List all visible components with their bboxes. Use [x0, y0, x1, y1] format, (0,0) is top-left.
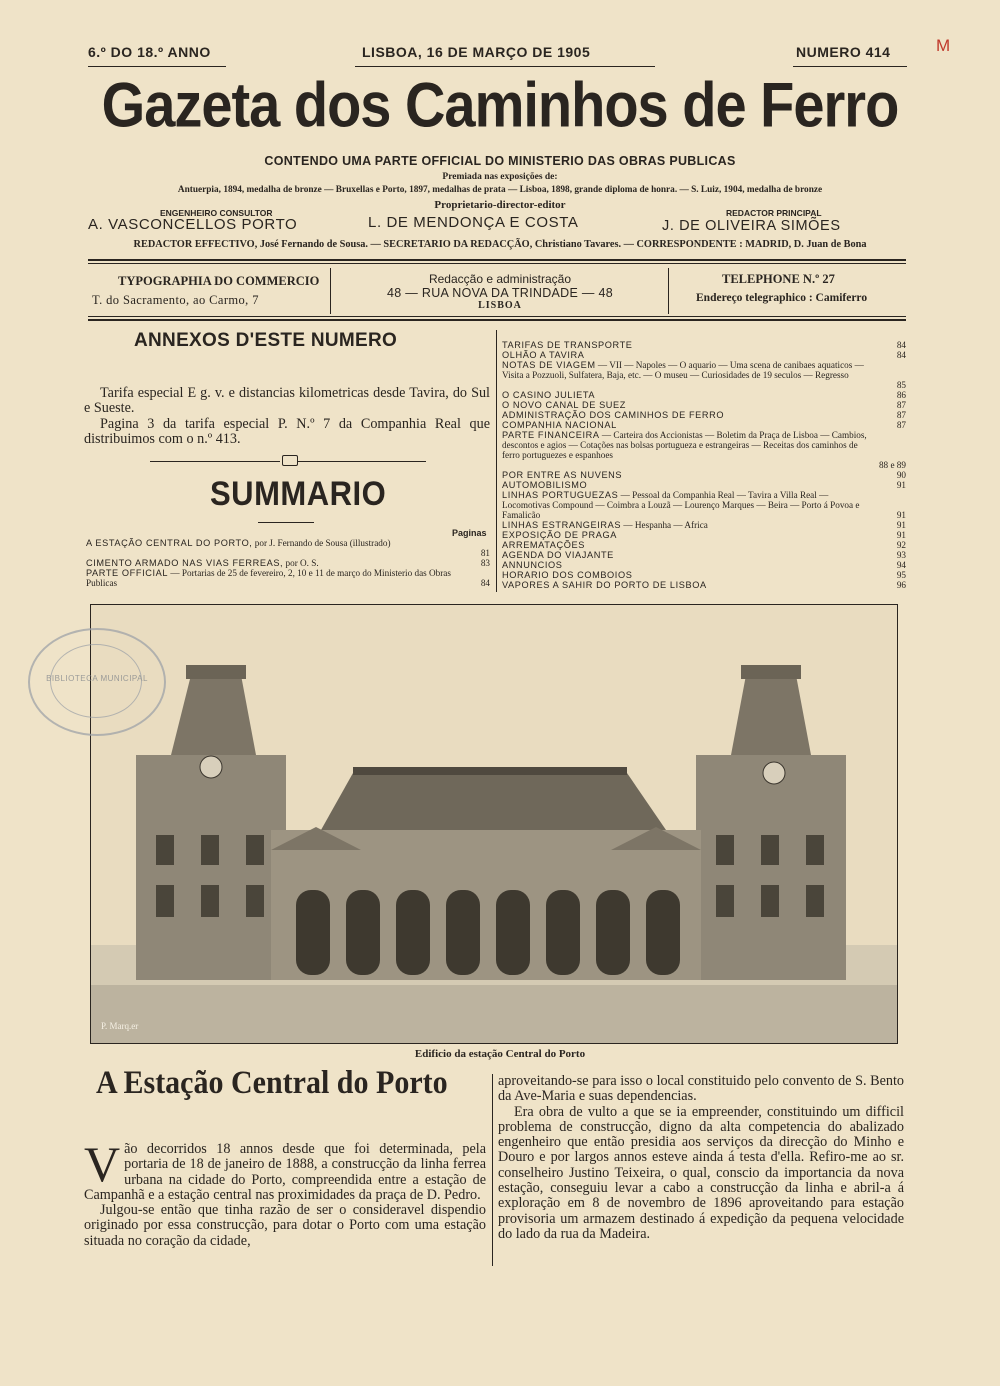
- article-column-1: [84, 1136, 486, 1249]
- toc-item-label: EXPOSIÇÃO DE PRAGA: [502, 530, 617, 540]
- toc-item-page: 87: [896, 420, 906, 430]
- divider: [258, 522, 314, 523]
- toc-item-page: 91: [896, 510, 906, 520]
- article-title: A Estação Central do Porto: [96, 1064, 448, 1101]
- toc-item[interactable]: [502, 430, 906, 470]
- redactor-name: J. DE OLIVEIRA SIMÕES: [662, 218, 841, 234]
- toc-item-page: 87: [896, 410, 906, 420]
- annexos-heading: ANNEXOS D'ESTE NUMERO: [134, 330, 398, 351]
- toc-item-label: OLHÃO A TAVIRA: [502, 350, 585, 360]
- staff-line: REDACTOR EFFECTIVO, José Fernando de Sousa. — SECRETARIO DA REDACÇÃO, Christiano Tavares. — CORRESPONDENTE : MADRID, D. Juan de Bona: [133, 239, 867, 250]
- toc-item-page: 88 e 89: [878, 460, 906, 470]
- toc-item[interactable]: [502, 580, 906, 590]
- medals-line: Antuerpia, 1894, medalha de bronze — Bruxellas e Porto, 1897, medalhas de prata — Lisboa, 1898, grande diploma de honra. — S. Luiz, 1904, medalha de bronze: [177, 185, 823, 195]
- toc-item[interactable]: [502, 560, 906, 570]
- redaccao-title: Redacção e administração: [428, 272, 572, 286]
- newspaper-title: Gazeta dos Caminhos de Ferro: [101, 69, 899, 140]
- annexos-paragraph: Tarifa especial E g. v. e distancias kilometricas desde Tavira, do Sul e Sueste.: [84, 385, 490, 417]
- telegraph-address: Endereço telegraphico : Camiferro: [696, 292, 868, 304]
- summary-item-page: 83: [480, 558, 490, 568]
- stamp-text: BIBLIOTECA MUNICIPAL: [46, 674, 148, 683]
- telephone: TELEPHONE N.º 27: [722, 272, 835, 286]
- article-paragraph: ão decorridos 18 annos desde que foi determinada, pela portaria de 18 de janeiro de 1888, a construcção da linha ferrea urbana na cidade do Porto, compreendida entre a estação de Campanhã e a estação central nas proximidades da praça de D. Pedro.: [84, 1141, 486, 1203]
- divider: [668, 268, 669, 314]
- summary-item[interactable]: [86, 538, 490, 558]
- toc-item-text: — Pessoal da Companhia Real — Tavira a Villa Real — Locomotivas Compound — Coimbra a Louzã — Lourenço Marques — Beira — Porto á Povoa e Famalicão: [502, 490, 860, 520]
- redaccao-address: 48 — RUA NOVA DA TRINDADE — 48: [387, 286, 613, 300]
- toc-item-label: COMPANHIA NACIONAL: [502, 420, 617, 430]
- divider: [88, 66, 226, 67]
- figure-frame: [90, 604, 898, 1044]
- toc-item[interactable]: [502, 340, 906, 350]
- toc-item-page: 86: [896, 390, 906, 400]
- engenheiro-name: A. VASCONCELLOS PORTO: [88, 216, 298, 233]
- drop-cap: V: [84, 1136, 121, 1192]
- column-divider: [496, 330, 497, 592]
- redaccao-city: LISBOA: [478, 300, 522, 311]
- figure-caption: Edificio da estação Central do Porto: [414, 1048, 586, 1060]
- rule: [88, 319, 906, 321]
- engenheiro-label: ENGENHEIRO CONSULTOR: [160, 208, 273, 218]
- toc-item-page: 92: [896, 540, 906, 550]
- toc-item-page: 93: [896, 550, 906, 560]
- library-stamp: [28, 628, 166, 736]
- station-illustration: [91, 605, 897, 1043]
- toc-item-label: NOTAS DE VIAGEM: [502, 360, 596, 370]
- divider: [793, 66, 907, 67]
- toc-item[interactable]: [502, 420, 906, 430]
- toc-item[interactable]: [502, 480, 906, 490]
- summary-item-label: A ESTAÇÃO CENTRAL DO PORTO,: [86, 538, 253, 548]
- toc-item-label: LINHAS ESTRANGEIRAS: [502, 520, 622, 530]
- article-column-2: [498, 1074, 904, 1242]
- typography-title: TYPOGRAPHIA DO COMMERCIO: [118, 274, 320, 288]
- summary-item-text: por O. S.: [283, 558, 319, 568]
- toc-item-label: ARREMATAÇÕES: [502, 540, 585, 550]
- annexos-text: [84, 386, 490, 447]
- toc-item-page: 91: [896, 480, 906, 490]
- ornament-rule: [298, 461, 426, 462]
- toc-item-page: 90: [896, 470, 906, 480]
- toc-item-page: 87: [896, 400, 906, 410]
- toc-item-label: LINHAS PORTUGUEZAS: [502, 490, 619, 500]
- toc-item[interactable]: [502, 360, 906, 390]
- toc-item-label: VAPORES A SAHIR DO PORTO DE LISBOA: [502, 580, 707, 590]
- toc-item-label: AUTOMOBILISMO: [502, 480, 588, 490]
- article-paragraph: Era obra de vulto a que se ia empreender, constituindo um difficil problema de construcção, digno da alta competencia do abalizado engenheiro que então presidia aos serviços da direcção do Minho e Douro e por largos annos esteve ainda á testa d'ella. Refiro-me ao sr. conselheiro Justino Teixeira, o qual, conscio da importancia da nova estação, conseguiu levar a cabo a construcção da linha e abril-a á exploração em 8 de novembro de 1896 aproveitando para estação provisoria um armazem destinado á expedição da pequena velocidade do lado da rua da Madeira.: [498, 1103, 904, 1242]
- summary-item[interactable]: [86, 568, 490, 588]
- toc-item-label: PARTE FINANCEIRA: [502, 430, 600, 440]
- toc-item-page: 91: [896, 520, 906, 530]
- toc-item-page: 84: [896, 350, 906, 360]
- toc-item-label: TARIFAS DE TRANSPORTE: [502, 340, 633, 350]
- column-divider: [492, 1074, 493, 1266]
- summary-item-text: — Portarias de 25 de fevereiro, 2, 10 e 11 de março do Ministerio das Obras Publicas: [86, 568, 451, 588]
- toc-item-page: 95: [896, 570, 906, 580]
- corner-mark: M: [936, 36, 951, 55]
- rule: [88, 263, 906, 264]
- toc-item-label: HORARIO DOS COMBOIOS: [502, 570, 633, 580]
- toc-item-label: O CASINO JULIETA: [502, 390, 596, 400]
- toc-item[interactable]: [502, 570, 906, 580]
- toc-item[interactable]: [502, 470, 906, 480]
- paginas-label: Paginas: [452, 528, 487, 538]
- toc-item[interactable]: [502, 350, 906, 360]
- divider: [355, 66, 655, 67]
- toc-item[interactable]: [502, 540, 906, 550]
- divider: [330, 268, 331, 314]
- toc-item-page: 84: [896, 340, 906, 350]
- toc-item-page: 91: [896, 530, 906, 540]
- toc-item[interactable]: [502, 490, 906, 520]
- article-paragraph: aproveitando-se para isso o local constituido pelo convento de S. Bento da Ave-Maria e suas dependencias.: [498, 1073, 904, 1105]
- premiada-label: Premiada nas exposições de:: [442, 172, 558, 182]
- toc-item[interactable]: [502, 400, 906, 410]
- toc-item-text: — Carteira dos Accionistas — Boletim da Praça de Lisboa — Cambios, descontos e agios — Cotações nas bolsas portugueza e estrangeiras — Receitas dos caminhos de ferro portuguezes e espanhoes: [502, 430, 867, 460]
- illustrator-signature: P. Marq.er: [101, 1021, 139, 1031]
- summary-item-text: por J. Fernando de Sousa (illustrado): [252, 538, 391, 548]
- ornament-icon: [282, 455, 298, 466]
- toc-item-label: ANNUNCIOS: [502, 560, 563, 570]
- proprietario-label: Proprietario-director-editor: [434, 199, 566, 211]
- issue-label: 6.º DO 18.º ANNO: [88, 44, 211, 60]
- redactor-label: REDACTOR PRINCIPAL: [726, 208, 822, 218]
- summary-item-page: 81: [480, 548, 490, 558]
- toc-item[interactable]: [502, 410, 906, 420]
- typography-address: T. do Sacramento, ao Carmo, 7: [92, 293, 259, 307]
- toc-item-label: AGENDA DO VIAJANTE: [502, 550, 614, 560]
- toc-item-label: O NOVO CANAL DE SUEZ: [502, 400, 626, 410]
- proprietario-name: L. DE MENDONÇA E COSTA: [368, 214, 579, 231]
- toc-item[interactable]: [502, 520, 906, 530]
- toc-item[interactable]: [502, 550, 906, 560]
- toc-item-text: — Hespanha — Africa: [621, 520, 708, 530]
- annexos-paragraph: Pagina 3 da tarifa especial P. N.º 7 da Companhia Real que distribuimos com o n.º 413.: [84, 415, 490, 447]
- toc-item-text: — VII — Napoles — O aquario — Uma scena de canibaes aquaticos — Visita a Pozzuoli, Sulfatera, Baja, etc. — O museu — Curiosidades de 19 seculos — Regresso: [502, 360, 864, 380]
- summario-heading: SUMMARIO: [210, 474, 387, 513]
- toc-item-page: 96: [896, 580, 906, 590]
- summary-item-label: CIMENTO ARMADO NAS VIAS FERREAS,: [86, 558, 284, 568]
- toc-item-label: POR ENTRE AS NUVENS: [502, 470, 623, 480]
- toc-item-page: 85: [896, 380, 906, 390]
- ornament-rule: [150, 461, 280, 462]
- toc-item-page: 94: [896, 560, 906, 570]
- subtitle: CONTENDO UMA PARTE OFFICIAL DO MINISTERIO DAS OBRAS PUBLICAS: [264, 154, 736, 168]
- summary-item-page: 84: [480, 578, 490, 588]
- article-paragraph: Julgou-se então que tinha razão de ser o consideravel dispendio originado por essa construcção, para dotar o Porto com uma estação situada no coração da cidade,: [84, 1202, 486, 1249]
- toc-item-label: ADMINISTRAÇÃO DOS CAMINHOS DE FERRO: [502, 410, 725, 420]
- issue-date: LISBOA, 16 DE MARÇO DE 1905: [362, 44, 591, 60]
- issue-number: NUMERO 414: [796, 44, 891, 60]
- summary-item[interactable]: [86, 558, 490, 568]
- toc-item[interactable]: [502, 530, 906, 540]
- toc-item[interactable]: [502, 390, 906, 400]
- summary-item-label: PARTE OFFICIAL: [86, 568, 169, 578]
- rule: [88, 316, 906, 317]
- rule: [88, 259, 906, 261]
